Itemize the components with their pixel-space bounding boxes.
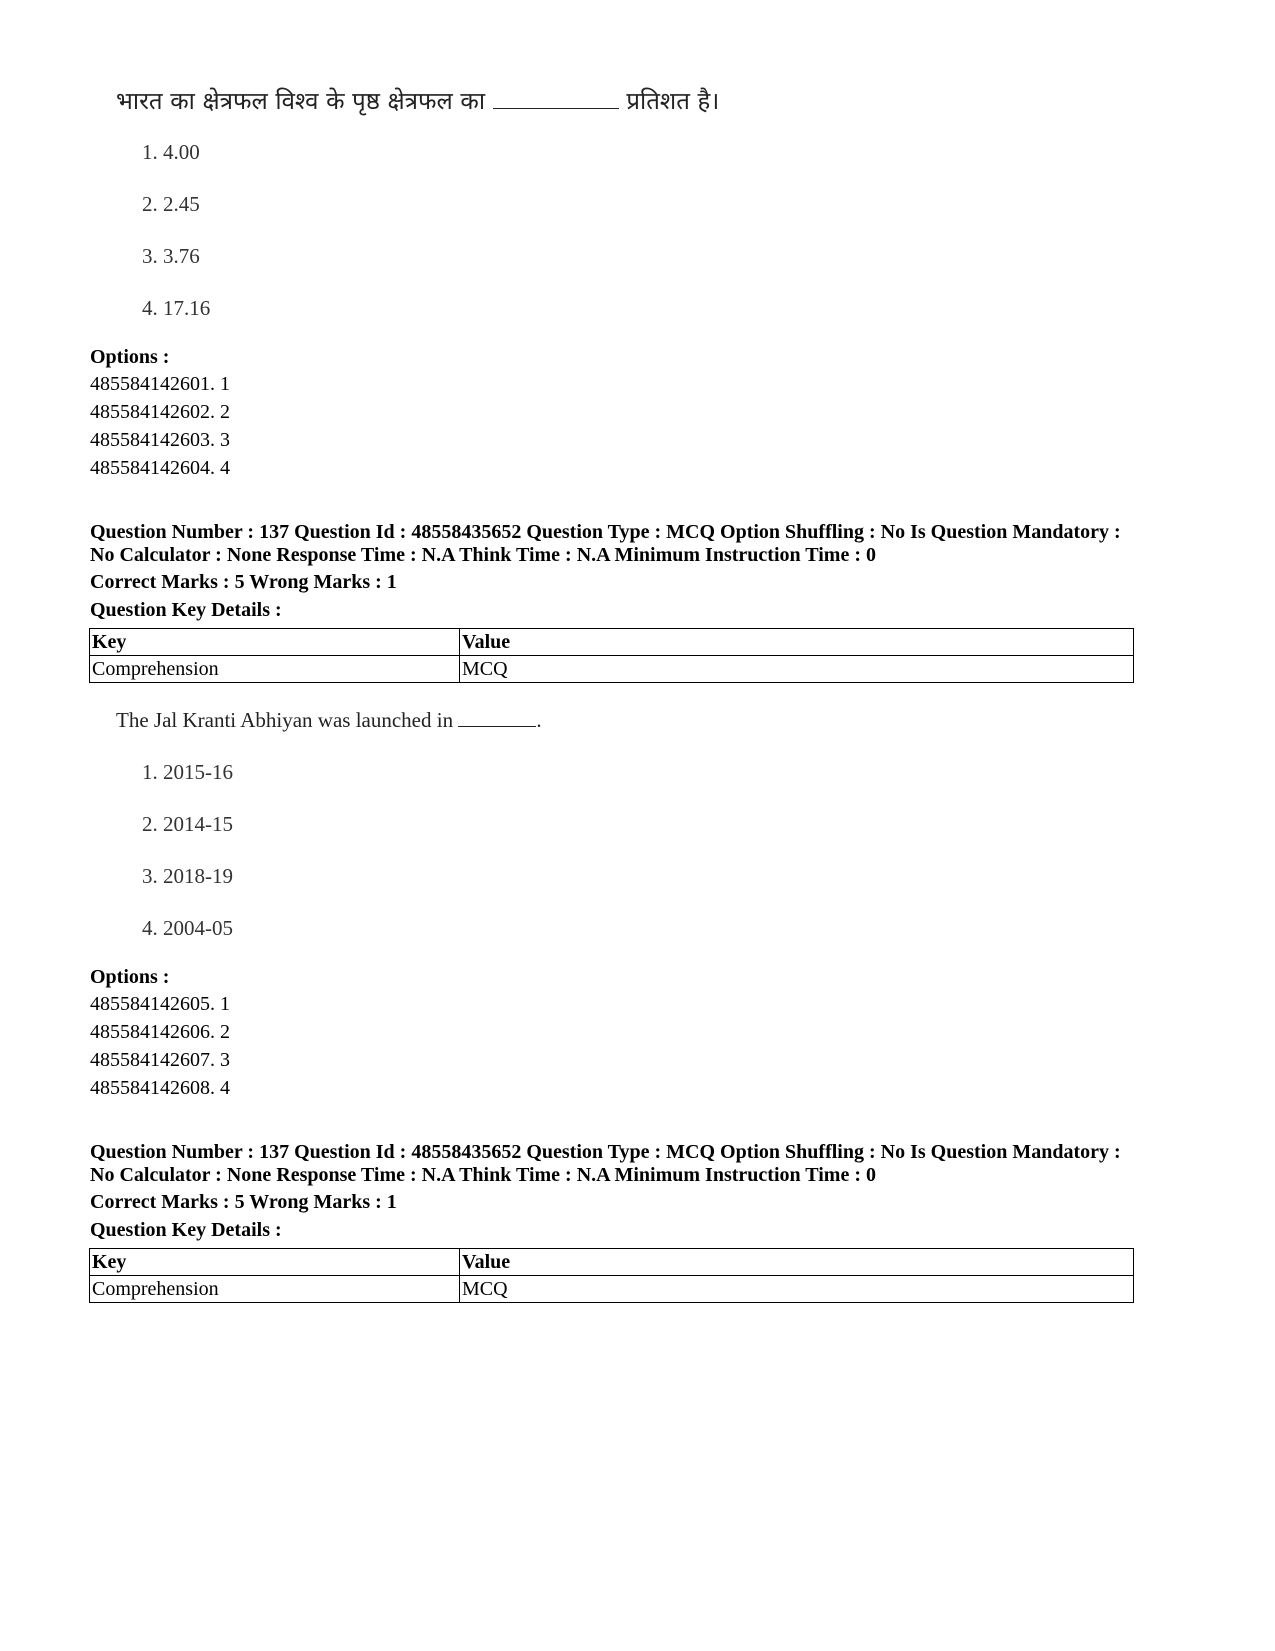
option-id-2: 485584142606. 2 xyxy=(90,1021,230,1043)
question-2-stem-suffix: . xyxy=(536,708,542,732)
question-1-choice-2: 2. 2.45 xyxy=(142,192,200,216)
key-header: Key xyxy=(90,1249,460,1276)
question-2-stem xyxy=(116,708,542,733)
answer-blank xyxy=(458,725,536,727)
option-id-4: 485584142604. 4 xyxy=(90,457,230,479)
key-details-table xyxy=(89,1248,1134,1303)
question-meta-line-2: No Calculator : None Response Time : N.A Think Time : N.A Minimum Instruction Time : 0 xyxy=(90,1164,876,1186)
question-1-choice-3: 3. 3.76 xyxy=(142,244,200,268)
question-2-choice-3: 3. 2018-19 xyxy=(142,864,233,888)
option-id-4: 485584142608. 4 xyxy=(90,1077,230,1099)
question-1-choice-1: 1. 4.00 xyxy=(142,140,200,164)
value-cell: MCQ xyxy=(460,656,1134,683)
question-2-stem-text: The Jal Kranti Abhiyan was launched in xyxy=(116,708,454,732)
question-1-stem-text: भारत का क्षेत्रफल विश्व के पृष्ठ क्षेत्रफल का xyxy=(116,87,486,115)
table-header-row xyxy=(90,629,1134,656)
question-meta-line-2: No Calculator : None Response Time : N.A Think Time : N.A Minimum Instruction Time : 0 xyxy=(90,544,876,566)
question-2-choice-2: 2. 2014-15 xyxy=(142,812,233,836)
question-meta-line-1: Question Number : 137 Question Id : 48558435652 Question Type : MCQ Option Shuffling : No Is Question Mandatory : xyxy=(90,521,1121,543)
options-title: Options : xyxy=(90,346,170,368)
option-id-3: 485584142603. 3 xyxy=(90,429,230,451)
key-details-table xyxy=(89,628,1134,683)
answer-blank xyxy=(493,107,619,109)
question-1-stem xyxy=(116,84,719,117)
value-cell: MCQ xyxy=(460,1276,1134,1303)
value-header: Value xyxy=(460,629,1134,656)
option-id-1: 485584142601. 1 xyxy=(90,373,230,395)
question-2-choice-1: 1. 2015-16 xyxy=(142,760,233,784)
table-header-row xyxy=(90,1249,1134,1276)
marks-line: Correct Marks : 5 Wrong Marks : 1 xyxy=(90,1191,397,1213)
option-id-3: 485584142607. 3 xyxy=(90,1049,230,1071)
option-id-1: 485584142605. 1 xyxy=(90,993,230,1015)
key-header: Key xyxy=(90,629,460,656)
question-1-stem-suffix: प्रतिशत है। xyxy=(626,87,720,115)
key-details-title: Question Key Details : xyxy=(90,1219,282,1241)
value-header: Value xyxy=(460,1249,1134,1276)
option-id-2: 485584142602. 2 xyxy=(90,401,230,423)
options-title: Options : xyxy=(90,966,170,988)
question-1-choice-4: 4. 17.16 xyxy=(142,296,211,320)
key-cell: Comprehension xyxy=(90,656,460,683)
key-cell: Comprehension xyxy=(90,1276,460,1303)
table-row xyxy=(90,1276,1134,1303)
table-row xyxy=(90,656,1134,683)
question-2-choice-4: 4. 2004-05 xyxy=(142,916,233,940)
question-meta-line-1: Question Number : 137 Question Id : 48558435652 Question Type : MCQ Option Shuffling : No Is Question Mandatory : xyxy=(90,1141,1121,1163)
marks-line: Correct Marks : 5 Wrong Marks : 1 xyxy=(90,571,397,593)
key-details-title: Question Key Details : xyxy=(90,599,282,621)
